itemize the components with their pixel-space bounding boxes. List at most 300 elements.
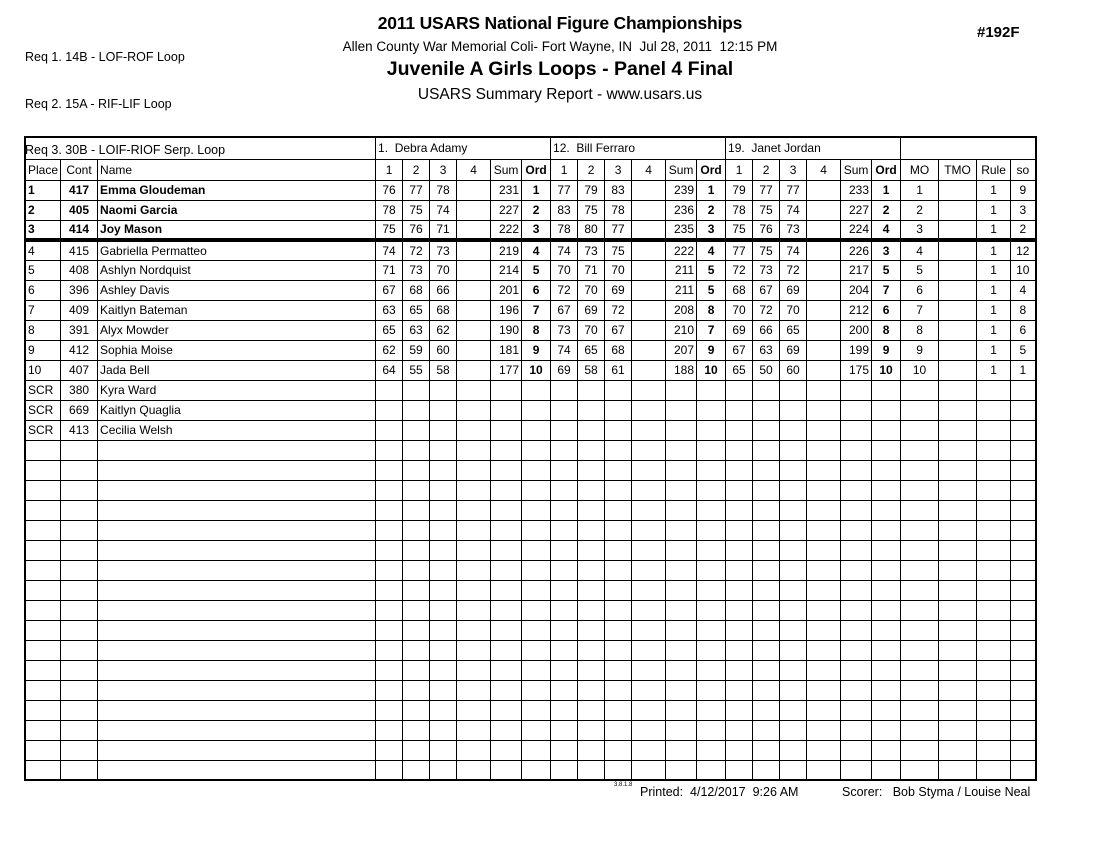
- header-judge2-2: 2: [578, 159, 605, 180]
- cell-judge2-score4: [632, 260, 666, 280]
- results-table: [24, 136, 1037, 781]
- cell-judge2-score1: [551, 740, 578, 760]
- empty-row: [25, 740, 1036, 760]
- cell-judge3-score3: 74: [780, 240, 807, 260]
- cell-judge3-score4: [807, 280, 841, 300]
- cell-judge1-score1: [376, 680, 403, 700]
- cell-judge1-score4: [457, 400, 491, 420]
- cell-judge3-sum: 233: [841, 180, 872, 200]
- cell-judge2-sum: [666, 420, 697, 440]
- cell-tmo: [939, 340, 977, 360]
- cell-judge1-score4: [457, 760, 491, 780]
- event-title: Juvenile A Girls Loops - Panel 4 Final: [386, 58, 734, 80]
- cell-judge2-ord: [697, 760, 726, 780]
- cell-judge2-sum: [666, 620, 697, 640]
- cell-judge3-score3: [780, 640, 807, 660]
- cell-judge1-ord: [522, 560, 551, 580]
- cell-rule: [977, 400, 1011, 420]
- cell-judge1-score1: 62: [376, 340, 403, 360]
- cell-judge3-score1: 68: [726, 280, 753, 300]
- championship-title: 2011 USARS National Figure Championships: [377, 13, 743, 33]
- cell-judge1-score2: [403, 620, 430, 640]
- cell-judge1-score4: [457, 560, 491, 580]
- cell-tmo: [939, 180, 977, 200]
- cell-mo: [901, 500, 939, 520]
- cell-so: [1011, 760, 1036, 780]
- cell-judge2-score4: [632, 520, 666, 540]
- cell-judge2-score4: [632, 760, 666, 780]
- cell-cont: 417: [61, 180, 98, 200]
- cell-place: 7: [25, 300, 61, 320]
- cell-judge1-score2: [403, 420, 430, 440]
- cell-judge1-ord: [522, 500, 551, 520]
- cell-judge2-score4: [632, 560, 666, 580]
- cell-judge2-sum: [666, 380, 697, 400]
- cell-judge3-score2: [753, 620, 780, 640]
- table-row: [25, 200, 1036, 220]
- cell-judge3-score4: [807, 440, 841, 460]
- scorer-credit: Scorer: Bob Styma / Louise Neal: [842, 785, 1031, 799]
- cell-judge1-ord: [522, 460, 551, 480]
- cell-so: [1011, 420, 1036, 440]
- cell-judge2-sum: 236: [666, 200, 697, 220]
- cell-judge1-score1: [376, 740, 403, 760]
- cell-place: [25, 480, 61, 500]
- cell-judge1-score2: [403, 600, 430, 620]
- cell-judge1-score1: 74: [376, 240, 403, 260]
- cell-judge2-score3: 72: [605, 300, 632, 320]
- cell-judge3-score3: 65: [780, 320, 807, 340]
- cell-mo: [901, 600, 939, 620]
- cell-judge2-score2: 75: [578, 200, 605, 220]
- cell-judge1-score1: [376, 560, 403, 580]
- cell-judge3-score3: [780, 580, 807, 600]
- cell-cont: [61, 680, 98, 700]
- cell-judge2-score1: 72: [551, 280, 578, 300]
- cell-judge2-score1: 70: [551, 260, 578, 280]
- cell-judge1-score3: [430, 560, 457, 580]
- cell-judge1-score4: [457, 580, 491, 600]
- cell-judge2-score3: [605, 680, 632, 700]
- cell-cont: 391: [61, 320, 98, 340]
- cell-judge1-score2: [403, 740, 430, 760]
- cell-judge2-score2: [578, 440, 605, 460]
- cell-mo: 4: [901, 240, 939, 260]
- cell-judge1-score1: [376, 620, 403, 640]
- cell-judge2-sum: [666, 600, 697, 620]
- cell-so: [1011, 500, 1036, 520]
- header-judge2-ord: Ord: [697, 159, 726, 180]
- empty-row: [25, 620, 1036, 640]
- cell-judge3-score1: [726, 600, 753, 620]
- cell-judge3-ord: 5: [872, 260, 901, 280]
- cell-judge1-score3: [430, 620, 457, 640]
- cell-judge1-score1: [376, 520, 403, 540]
- cell-judge3-score2: 76: [753, 220, 780, 240]
- cell-judge3-score2: [753, 680, 780, 700]
- cell-judge3-ord: [872, 580, 901, 600]
- cell-judge1-score2: 76: [403, 220, 430, 240]
- cell-judge2-score2: [578, 540, 605, 560]
- cell-judge3-score4: [807, 300, 841, 320]
- cell-judge2-ord: 10: [697, 360, 726, 380]
- cell-judge2-score4: [632, 680, 666, 700]
- cell-judge3-score4: [807, 260, 841, 280]
- cell-mo: [901, 540, 939, 560]
- cell-judge3-score3: [780, 420, 807, 440]
- cell-rule: [977, 380, 1011, 400]
- cell-mo: [901, 740, 939, 760]
- cell-judge1-ord: [522, 620, 551, 640]
- cell-name: [98, 720, 376, 740]
- cell-place: [25, 600, 61, 620]
- cell-so: 6: [1011, 320, 1036, 340]
- cell-judge1-sum: 219: [491, 240, 522, 260]
- cell-judge1-sum: [491, 720, 522, 740]
- cell-judge2-score3: [605, 560, 632, 580]
- cell-judge1-ord: [522, 380, 551, 400]
- cell-tmo: [939, 700, 977, 720]
- cell-judge3-score3: [780, 560, 807, 580]
- cell-judge1-sum: [491, 380, 522, 400]
- cell-judge3-score2: [753, 480, 780, 500]
- cell-judge3-score2: [753, 720, 780, 740]
- cell-judge1-score1: [376, 540, 403, 560]
- cell-judge2-sum: [666, 720, 697, 740]
- cell-judge2-score2: [578, 740, 605, 760]
- cell-judge1-score1: 76: [376, 180, 403, 200]
- cell-mo: 9: [901, 340, 939, 360]
- cell-cont: 414: [61, 220, 98, 240]
- cell-judge3-sum: 199: [841, 340, 872, 360]
- cell-judge1-score4: [457, 420, 491, 440]
- cell-rule: 1: [977, 280, 1011, 300]
- cell-judge3-score1: [726, 560, 753, 580]
- cell-judge1-score4: [457, 300, 491, 320]
- cell-place: 5: [25, 260, 61, 280]
- cell-tmo: [939, 600, 977, 620]
- cell-place: 1: [25, 180, 61, 200]
- cell-rule: [977, 720, 1011, 740]
- software-version: 3.8.1.8: [614, 782, 633, 788]
- cell-judge1-score3: 78: [430, 180, 457, 200]
- cell-judge1-score3: [430, 760, 457, 780]
- cell-tmo: [939, 220, 977, 240]
- cell-name: Cecilia Welsh: [98, 420, 376, 440]
- cell-judge2-score1: [551, 420, 578, 440]
- cell-judge1-sum: [491, 500, 522, 520]
- cell-cont: [61, 540, 98, 560]
- empty-row: [25, 580, 1036, 600]
- cell-judge3-score3: [780, 480, 807, 500]
- cell-judge1-score2: 72: [403, 240, 430, 260]
- header-so: so: [1011, 159, 1036, 180]
- cell-tmo: [939, 560, 977, 580]
- printed-timestamp: Printed: 4/12/2017 9:26 AM: [640, 785, 799, 799]
- empty-row: [25, 460, 1036, 480]
- cell-judge3-score4: [807, 600, 841, 620]
- cell-judge1-ord: 3: [522, 220, 551, 240]
- cell-judge1-ord: [522, 540, 551, 560]
- cell-judge2-ord: [697, 640, 726, 660]
- header-judge2-3: 3: [605, 159, 632, 180]
- cell-judge1-score2: [403, 500, 430, 520]
- cell-judge3-score4: [807, 760, 841, 780]
- cell-judge3-score3: [780, 740, 807, 760]
- cell-judge2-score1: 67: [551, 300, 578, 320]
- header-judge3-ord: Ord: [872, 159, 901, 180]
- cell-judge1-score3: [430, 720, 457, 740]
- cell-judge3-score3: [780, 400, 807, 420]
- cell-judge2-sum: [666, 700, 697, 720]
- cell-tmo: [939, 640, 977, 660]
- cell-judge2-score4: [632, 600, 666, 620]
- cell-judge3-ord: 2: [872, 200, 901, 220]
- cell-cont: 405: [61, 200, 98, 220]
- cell-name: [98, 580, 376, 600]
- cell-judge1-score3: [430, 680, 457, 700]
- cell-judge2-score3: 68: [605, 340, 632, 360]
- cell-name: [98, 700, 376, 720]
- cell-tmo: [939, 520, 977, 540]
- cell-tmo: [939, 680, 977, 700]
- cell-judge1-score3: 71: [430, 220, 457, 240]
- header-place: Place: [25, 159, 61, 180]
- cell-judge3-score1: [726, 540, 753, 560]
- cell-judge2-score2: [578, 760, 605, 780]
- empty-row: [25, 680, 1036, 700]
- cell-judge2-score3: 75: [605, 240, 632, 260]
- cell-so: [1011, 660, 1036, 680]
- cell-judge2-score1: 73: [551, 320, 578, 340]
- cell-judge1-sum: [491, 620, 522, 640]
- cell-judge2-score4: [632, 440, 666, 460]
- cell-name: Ashlyn Nordquist: [98, 260, 376, 280]
- cell-judge1-score2: 55: [403, 360, 430, 380]
- cell-judge2-ord: 3: [697, 220, 726, 240]
- cell-judge3-score1: 69: [726, 320, 753, 340]
- cell-judge3-score2: 63: [753, 340, 780, 360]
- cell-judge2-score2: [578, 680, 605, 700]
- cell-judge2-score1: [551, 460, 578, 480]
- cell-judge2-ord: 5: [697, 260, 726, 280]
- cell-judge1-sum: [491, 460, 522, 480]
- cell-judge1-score3: [430, 420, 457, 440]
- cell-judge3-score2: [753, 740, 780, 760]
- cell-rule: [977, 660, 1011, 680]
- cell-judge1-score1: [376, 720, 403, 740]
- cell-judge3-score1: 77: [726, 240, 753, 260]
- cell-judge3-sum: [841, 720, 872, 740]
- cell-rule: [977, 760, 1011, 780]
- cell-judge1-score3: [430, 640, 457, 660]
- cell-name: [98, 620, 376, 640]
- cell-judge1-score1: [376, 400, 403, 420]
- cell-judge1-sum: 222: [491, 220, 522, 240]
- cell-rule: [977, 480, 1011, 500]
- cell-judge3-ord: [872, 540, 901, 560]
- empty-row: [25, 520, 1036, 540]
- cell-rule: [977, 600, 1011, 620]
- cell-judge2-score1: [551, 620, 578, 640]
- cell-judge3-score2: 67: [753, 280, 780, 300]
- cell-judge1-sum: 181: [491, 340, 522, 360]
- cell-judge1-score3: 74: [430, 200, 457, 220]
- cell-judge1-score1: [376, 440, 403, 460]
- cell-judge2-score1: [551, 380, 578, 400]
- cell-judge2-ord: [697, 680, 726, 700]
- cell-judge3-ord: [872, 420, 901, 440]
- header-judge1-2: 2: [403, 159, 430, 180]
- cell-judge3-score2: 75: [753, 240, 780, 260]
- cell-judge2-ord: [697, 620, 726, 640]
- cell-judge2-score3: [605, 580, 632, 600]
- cell-mo: 2: [901, 200, 939, 220]
- cell-judge1-score4: [457, 720, 491, 740]
- table-row: [25, 240, 1036, 260]
- cell-judge2-score3: [605, 440, 632, 460]
- cell-place: [25, 500, 61, 520]
- table-row: [25, 420, 1036, 440]
- table-row: [25, 220, 1036, 240]
- cell-judge2-score1: 74: [551, 240, 578, 260]
- cell-judge3-score4: [807, 640, 841, 660]
- cell-judge2-ord: 7: [697, 320, 726, 340]
- cell-judge1-score2: [403, 580, 430, 600]
- cell-judge2-score3: [605, 480, 632, 500]
- cell-judge3-score1: 78: [726, 200, 753, 220]
- cell-tmo: [939, 620, 977, 640]
- cell-cont: 669: [61, 400, 98, 420]
- cell-judge1-ord: 7: [522, 300, 551, 320]
- cell-judge3-sum: [841, 600, 872, 620]
- cell-name: Naomi Garcia: [98, 200, 376, 220]
- cell-place: [25, 660, 61, 680]
- cell-judge3-ord: 6: [872, 300, 901, 320]
- cell-judge2-ord: [697, 460, 726, 480]
- cell-mo: 6: [901, 280, 939, 300]
- cell-place: SCR: [25, 420, 61, 440]
- cell-judge1-score3: 68: [430, 300, 457, 320]
- cell-judge1-ord: 2: [522, 200, 551, 220]
- cell-judge2-sum: [666, 480, 697, 500]
- header-mo: MO: [901, 159, 939, 180]
- cell-judge1-score3: [430, 660, 457, 680]
- cell-judge1-score2: [403, 640, 430, 660]
- cell-judge3-score3: [780, 760, 807, 780]
- cell-judge1-score1: [376, 580, 403, 600]
- cell-judge1-score4: [457, 660, 491, 680]
- cell-judge3-score4: [807, 680, 841, 700]
- cell-name: [98, 480, 376, 500]
- cell-judge1-score3: 62: [430, 320, 457, 340]
- cell-judge2-score3: 78: [605, 200, 632, 220]
- cell-judge2-score3: [605, 460, 632, 480]
- cell-name: Sophia Moise: [98, 340, 376, 360]
- header-judge1-3: 3: [430, 159, 457, 180]
- cell-judge3-score3: [780, 500, 807, 520]
- cell-judge3-score2: 72: [753, 300, 780, 320]
- cell-judge3-ord: [872, 760, 901, 780]
- cell-rule: [977, 540, 1011, 560]
- cell-judge2-sum: 222: [666, 240, 697, 260]
- cell-judge3-ord: [872, 600, 901, 620]
- cell-judge1-score3: [430, 700, 457, 720]
- title-block: [160, 13, 960, 104]
- cell-judge1-score4: [457, 240, 491, 260]
- cell-judge1-ord: 5: [522, 260, 551, 280]
- cell-judge1-ord: [522, 680, 551, 700]
- cell-judge3-score3: [780, 380, 807, 400]
- cell-cont: [61, 760, 98, 780]
- empty-row: [25, 560, 1036, 580]
- cell-judge3-sum: [841, 580, 872, 600]
- cell-judge3-score1: 79: [726, 180, 753, 200]
- cell-place: [25, 580, 61, 600]
- empty-row: [25, 700, 1036, 720]
- cell-judge3-ord: [872, 740, 901, 760]
- cell-rule: 1: [977, 200, 1011, 220]
- cell-so: [1011, 580, 1036, 600]
- cell-judge1-score3: 73: [430, 240, 457, 260]
- cell-judge3-score2: [753, 660, 780, 680]
- cell-judge3-score4: [807, 660, 841, 680]
- cell-judge3-score2: [753, 760, 780, 780]
- cell-judge1-score2: [403, 700, 430, 720]
- cell-judge1-score2: [403, 380, 430, 400]
- requirement-line-3: Req 3. 30B - LOIF-RIOF Serp. Loop: [25, 143, 226, 157]
- cell-judge1-sum: [491, 440, 522, 460]
- cell-judge1-score3: [430, 500, 457, 520]
- cell-name: [98, 600, 376, 620]
- cell-judge1-ord: [522, 440, 551, 460]
- cell-judge1-score3: [430, 480, 457, 500]
- cell-judge1-ord: [522, 760, 551, 780]
- cell-judge2-score4: [632, 200, 666, 220]
- cell-cont: 408: [61, 260, 98, 280]
- table-row: [25, 360, 1036, 380]
- cell-so: [1011, 700, 1036, 720]
- cell-judge1-score1: [376, 420, 403, 440]
- cell-judge3-score4: [807, 340, 841, 360]
- cell-name: Gabriella Permatteo: [98, 240, 376, 260]
- cell-mo: [901, 440, 939, 460]
- cell-judge2-ord: [697, 600, 726, 620]
- cell-judge1-ord: [522, 660, 551, 680]
- cell-cont: [61, 480, 98, 500]
- cell-judge3-sum: 224: [841, 220, 872, 240]
- cell-tmo: [939, 540, 977, 560]
- cell-name: [98, 680, 376, 700]
- cell-judge3-ord: [872, 520, 901, 540]
- results-body: [25, 137, 1036, 780]
- cell-judge3-score4: [807, 720, 841, 740]
- cell-cont: [61, 600, 98, 620]
- empty-row: [25, 640, 1036, 660]
- cell-judge2-score3: [605, 740, 632, 760]
- cell-judge1-ord: 1: [522, 180, 551, 200]
- cell-rule: [977, 700, 1011, 720]
- cell-name: Alyx Mowder: [98, 320, 376, 340]
- cell-mo: [901, 580, 939, 600]
- judge-row-spacer-right: [901, 137, 1036, 159]
- cell-judge1-score4: [457, 540, 491, 560]
- cell-tmo: [939, 480, 977, 500]
- cell-judge2-ord: 5: [697, 280, 726, 300]
- cell-judge1-score1: [376, 380, 403, 400]
- table-row: [25, 340, 1036, 360]
- cell-judge1-score3: 70: [430, 260, 457, 280]
